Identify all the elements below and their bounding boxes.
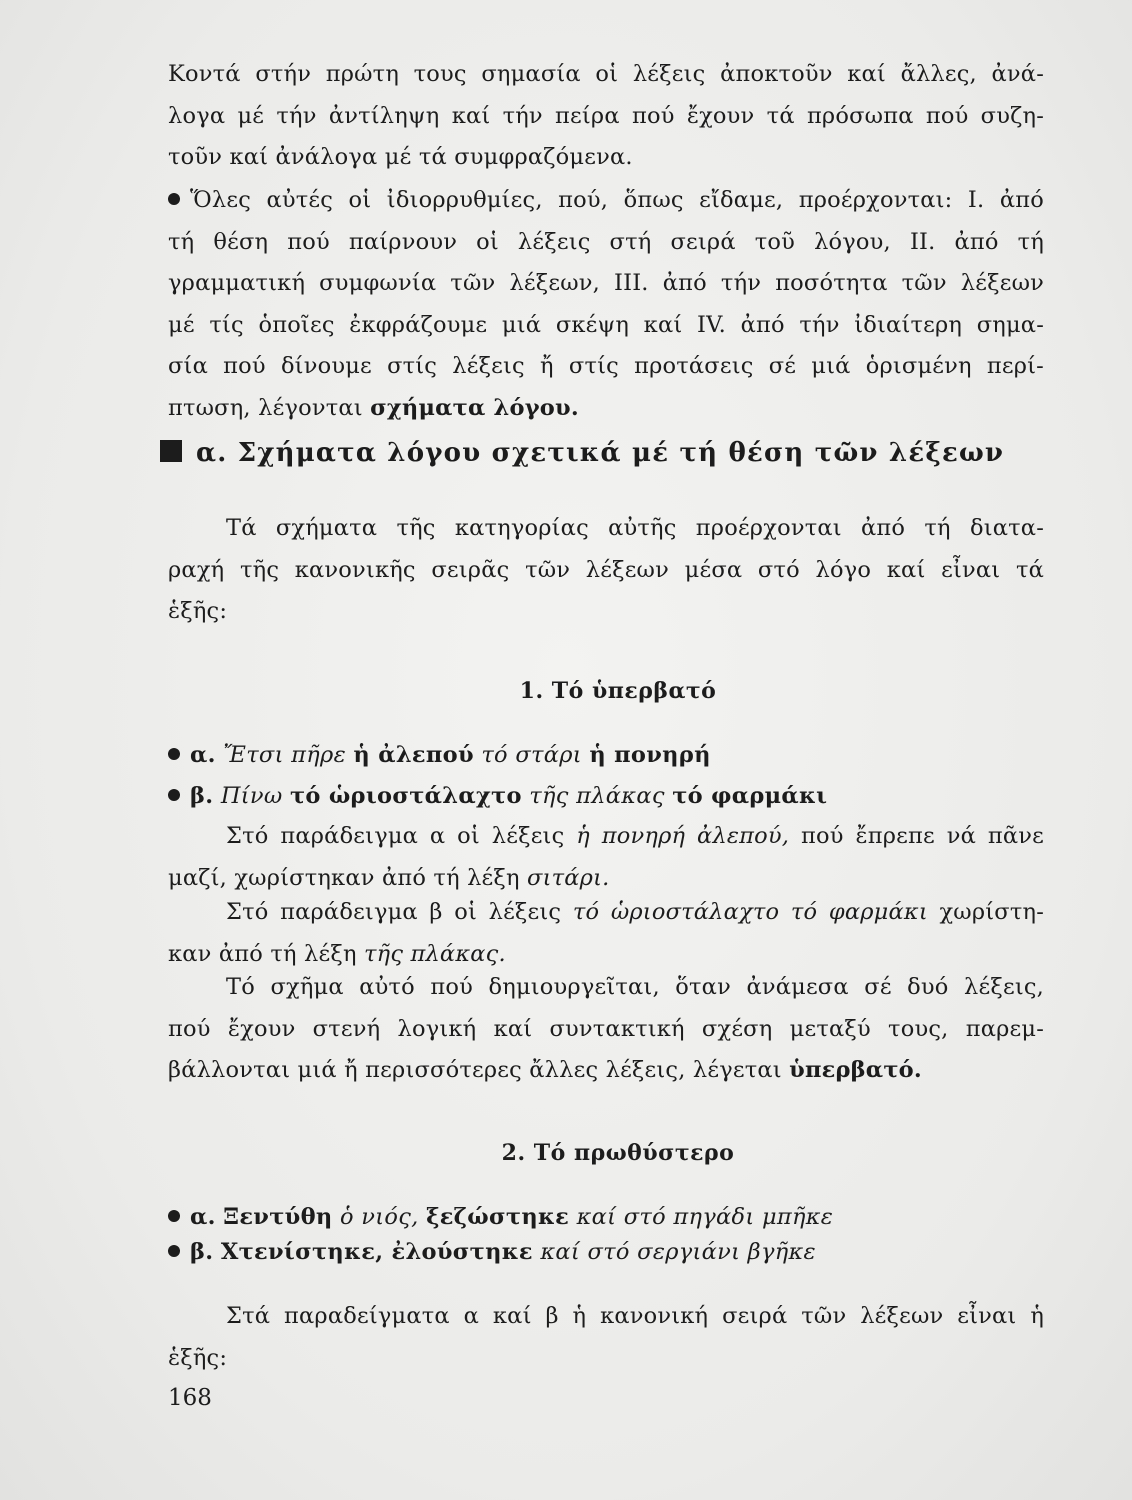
- page-number: 168: [168, 1385, 212, 1411]
- square-bullet-icon: [160, 440, 182, 462]
- example-2b: β. Χτενίστηκε, ἐλούστηκε καί στό σεργιάνι βγῆκε: [168, 1239, 816, 1265]
- bullet-icon: [168, 789, 180, 801]
- example-1a: α. Ἔτσι πῆρε ἡ ἀλεπού τό στάρι ἡ πονηρή: [168, 742, 711, 768]
- heading-hyperbaton: 1. Τό ὑπερβατό: [519, 678, 717, 704]
- section-title: α. Σχήματα λόγου σχετικά μέ τή θέση τῶν λέξεων: [160, 438, 1004, 468]
- example-1b: β. Πίνω τό ὡριοστάλαχτο τῆς πλάκας τό φαρμάκι: [168, 783, 827, 809]
- bullet-icon: [168, 748, 180, 760]
- paragraph-intro: Κοντά στήν πρώτη τους σημασία οἱ λέξεις ἀποκτοῦν καί ἄλλες, ἀνά- λογα μέ τήν ἀντίληψη καί τήν πείρα πού ἔχουν τά πρόσωπα πού συζη- τοῦν καί ἀνάλογα μέ τά συμφραζόμενα.: [168, 61, 1044, 170]
- bullet-icon: [168, 1210, 180, 1222]
- bullet-icon: [168, 193, 180, 205]
- paragraph-schemata-definition: Ὅλες αὐτές οἱ ἰδιορρυθμίες, πού, ὅπως εἴδαμε, προέρχονται: Ι. ἀπό τή θέση πού παίρνουν οἱ λέξεις στή σειρά τοῦ λόγου, ΙΙ. ἀπό τή γραμματική συμφωνία τῶν λέξεων, ΙΙΙ. ἀπό τήν ποσότητα τῶν λέξεων μέ τίς ὁποῖες ἐκφράζουμε μιά σκέψη καί ΙV. ἀπό τήν ἰδιαίτερη σημα- σία πού δίνουμε στίς λέξεις ἤ στίς προτάσεις σέ μιά ὁρισμένη περί- πτωση, λέγονται σχήματα λόγου.: [168, 187, 1044, 421]
- bullet-icon: [168, 1245, 180, 1257]
- paragraph-example-a-explanation: Στό παράδειγμα α οἱ λέξεις ἡ πονηρή ἀλεπού, πού ἔπρεπε νά πᾶνε μαζί, χωρίστηκαν ἀπό τή λέξη σιτάρι.: [168, 823, 1044, 891]
- paragraph-category: Τά σχήματα τῆς κατηγορίας αὐτῆς προέρχονται ἀπό τή διατα- ραχή τῆς κανονικῆς σειρᾶς τῶν λέξεων μέσα στό λόγο καί εἶναι τά ἑξῆς:: [168, 515, 1044, 624]
- paragraph-example-b-explanation: Στό παράδειγμα β οἱ λέξεις τό ὡριοστάλαχτο τό φαρμάκι χωρίστη- καν ἀπό τή λέξη τῆς πλάκας.: [168, 899, 1044, 967]
- paragraph-hyperbaton-definition: Τό σχῆμα αὐτό πού δημιουργεῖται, ὅταν ἀνάμεσα σέ δυό λέξεις, πού ἔχουν στενή λογική καί συντακτική σχέση μεταξύ τους, παρεμ- βάλλονται μιά ἤ περισσότερες ἄλλες λέξεις, λέγεται ὑπερβατό.: [168, 974, 1044, 1083]
- heading-hysteron-proteron: 2. Τό πρωθύστερο: [501, 1140, 735, 1166]
- paragraph-normal-order: Στά παραδείγματα α καί β ἡ κανονική σειρά τῶν λέξεων εἶναι ἡ ἑξῆς:: [168, 1303, 1044, 1371]
- example-2a: α. Ξεντύθη ὁ νιός, ξεζώστηκε καί στό πηγάδι μπῆκε: [168, 1204, 833, 1230]
